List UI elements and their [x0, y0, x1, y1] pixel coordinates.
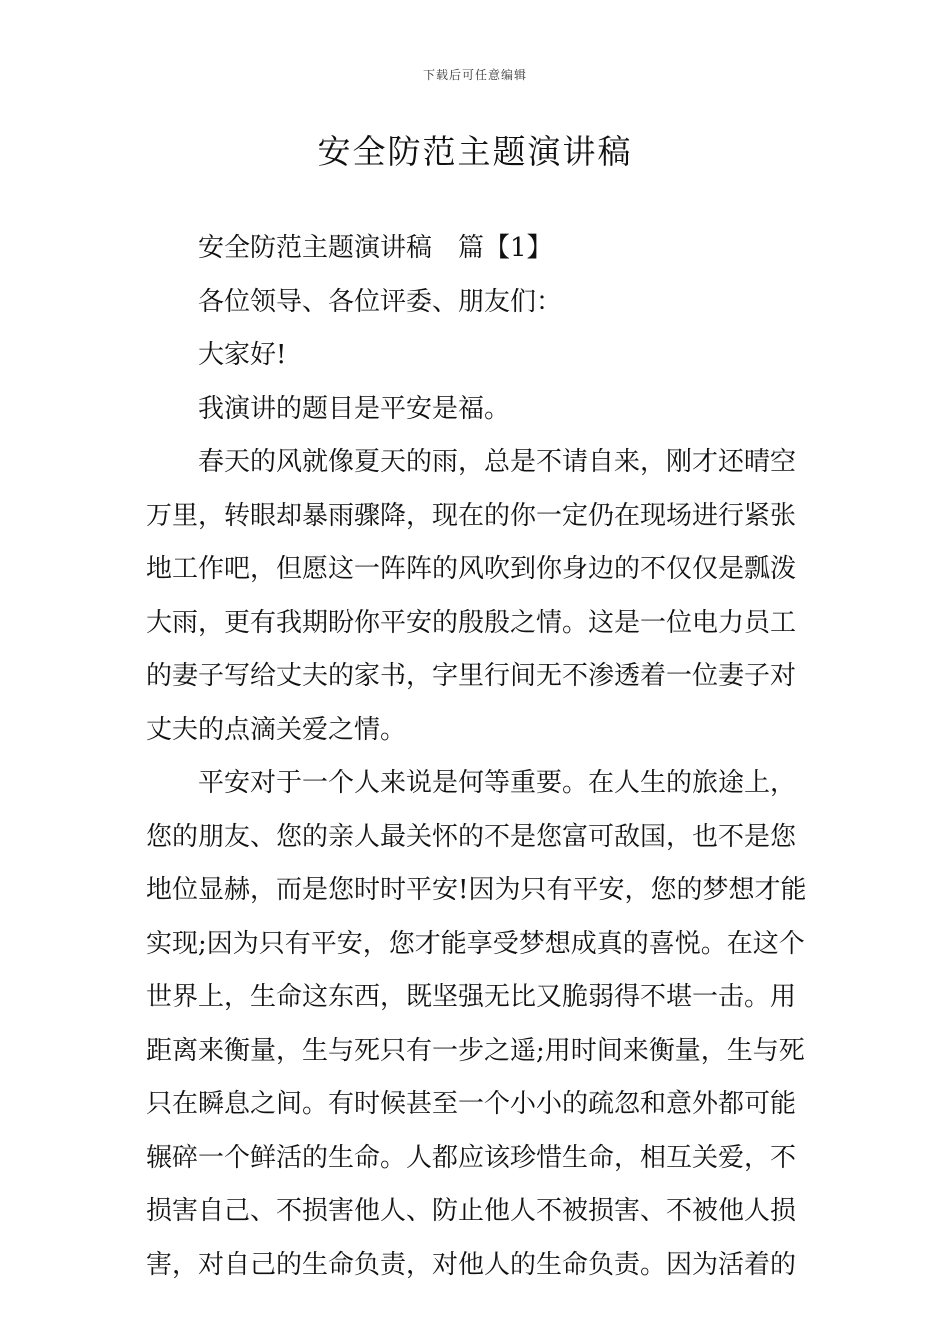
body-line: 万里，转眼却暴雨骤降，现在的你一定仍在现场进行紧张 [146, 500, 797, 531]
body-line: 距离来衡量，生与死只有一步之遥;用时间来衡量，生与死 [146, 1035, 805, 1066]
body-line: 各位领导、各位评委、朋友们： [198, 286, 563, 317]
body-line: 安全防范主题演讲稿 篇【1】 [198, 233, 553, 263]
header-note: 下载后可任意编辑 [422, 68, 527, 82]
body-line: 丈夫的点滴关爱之情。 [146, 714, 407, 745]
body-line: 害，对自己的生命负责，对他人的生命负责。因为活着的 [146, 1249, 797, 1280]
body-line: 大家好! [198, 340, 287, 370]
body-line: 大雨，更有我期盼你平安的殷殷之情。这是一位电力员工 [146, 607, 797, 638]
body-line: 地工作吧，但愿这一阵阵的风吹到你身边的不仅仅是瓢泼 [146, 554, 797, 584]
body-line: 平安对于一个人来说是何等重要。在人生的旅途上， [198, 768, 797, 798]
document-body [146, 222, 806, 1292]
body-line: 春天的风就像夏天的雨，总是不请自来，刚才还晴空 [198, 447, 797, 477]
body-line: 只在瞬息之间。有时候甚至一个小小的疏忽和意外都可能 [146, 1089, 797, 1119]
body-line: 我演讲的题目是平安是福。 [198, 393, 511, 424]
body-line: 损害自己、不损害他人、防止他人不被损害、不被他人损 [146, 1196, 797, 1226]
body-line: 您的朋友、您的亲人最关怀的不是您富可敌国，也不是您 [146, 821, 797, 852]
body-line: 地位显赫，而是您时时平安!因为只有平安，您的梦想才能 [146, 875, 807, 905]
body-line: 辗碎一个鲜活的生命。人都应该珍惜生命，相互关爱，不 [146, 1142, 797, 1173]
body-line: 实现;因为只有平安，您才能享受梦想成真的喜悦。在这个 [146, 928, 805, 959]
body-line: 的妻子写给丈夫的家书，字里行间无不渗透着一位妻子对 [146, 661, 797, 691]
body-line: 世界上，生命这东西，既坚强无比又脆弱得不堪一击。用 [146, 982, 797, 1012]
document-title: 安全防范主题演讲稿 [317, 132, 633, 171]
